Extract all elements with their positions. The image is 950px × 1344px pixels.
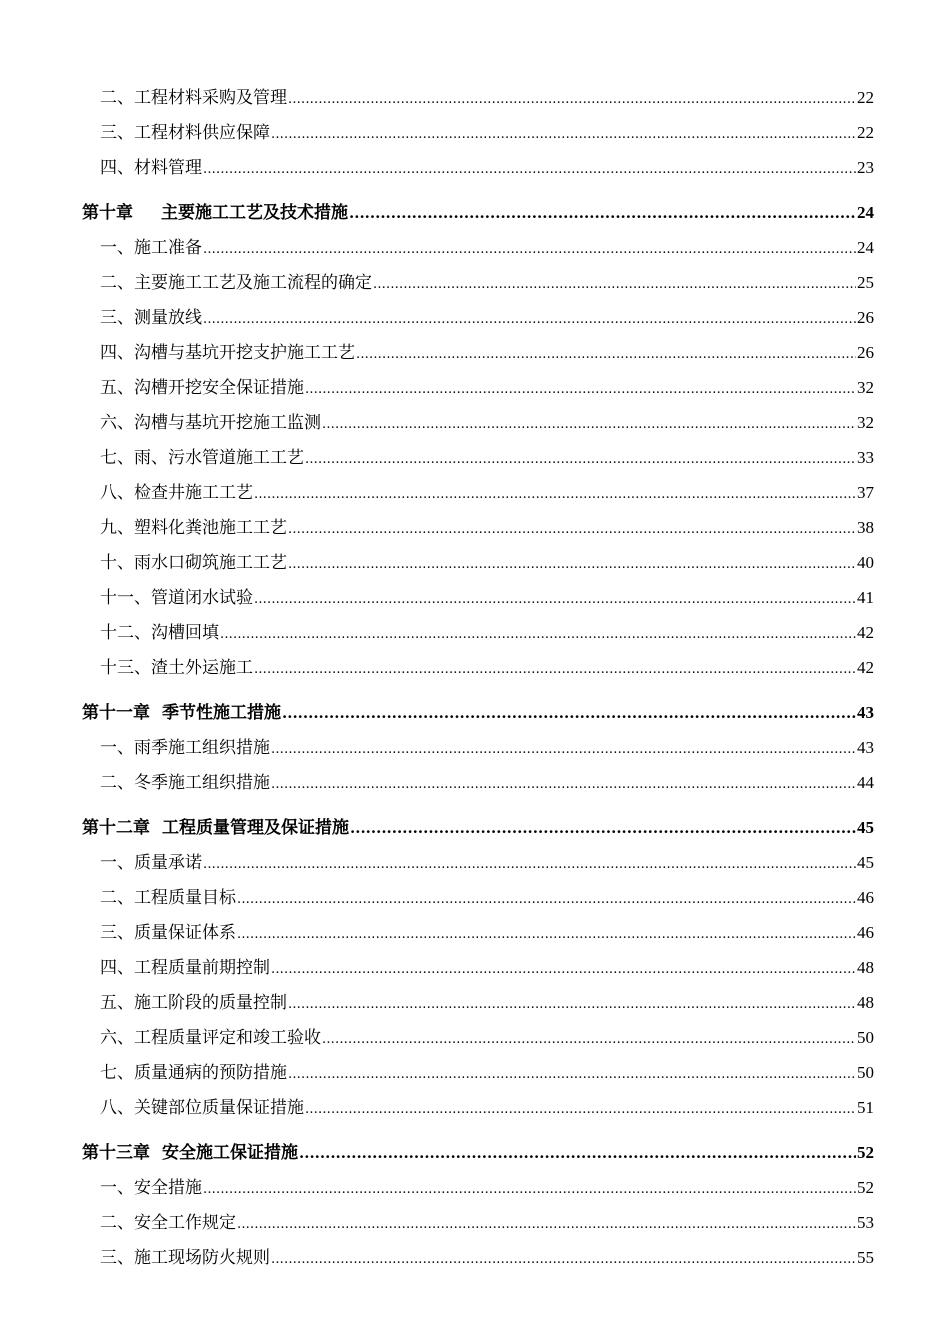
toc-entry-title: 二、安全工作规定 <box>100 1213 236 1233</box>
page-number: 53 <box>857 1213 874 1232</box>
toc-section-entry[interactable] <box>82 300 874 335</box>
page-number: 25 <box>857 273 874 292</box>
dot-leader <box>220 616 856 652</box>
page-number: 24 <box>857 203 874 222</box>
toc-section-entry[interactable] <box>82 440 874 475</box>
page-number: 23 <box>857 158 874 177</box>
page-number: 50 <box>857 1063 874 1082</box>
page-number: 33 <box>857 448 874 467</box>
toc-section-entry[interactable] <box>82 650 874 685</box>
dot-leader <box>305 1091 856 1127</box>
toc-entry-title: 四、工程质量前期控制 <box>100 958 270 978</box>
toc-entry-title: 十、雨水口砌筑施工工艺 <box>100 553 287 573</box>
page-number: 50 <box>857 1028 874 1047</box>
dot-leader <box>271 1241 856 1277</box>
toc-section-entry[interactable] <box>82 545 874 580</box>
toc-entry-title <box>82 196 348 231</box>
toc-section-entry[interactable] <box>82 985 874 1020</box>
page-number: 52 <box>857 1143 874 1162</box>
toc-entry-title <box>82 811 349 846</box>
dot-leader <box>322 1021 856 1057</box>
toc-entry-title: 四、沟槽与基坑开挖支护施工工艺 <box>100 343 355 363</box>
dot-leader <box>299 1136 856 1171</box>
toc-entry-title: 五、沟槽开挖安全保证措施 <box>100 378 304 398</box>
toc-entry-title: 一、安全措施 <box>100 1178 202 1198</box>
toc-section-entry[interactable] <box>82 115 874 150</box>
chapter-number: 第十一章 <box>82 703 150 723</box>
page-number: 46 <box>857 923 874 942</box>
toc-section-entry[interactable] <box>82 230 874 265</box>
page-number: 22 <box>857 123 874 142</box>
toc-section-entry[interactable] <box>82 615 874 650</box>
toc-section-entry[interactable] <box>82 1055 874 1090</box>
toc-chapter-entry[interactable] <box>82 195 874 230</box>
dot-leader <box>237 916 856 952</box>
toc-entry-title: 六、沟槽与基坑开挖施工监测 <box>100 413 321 433</box>
page-number: 22 <box>857 88 874 107</box>
dot-leader <box>203 231 856 267</box>
toc-entry-title: 七、雨、污水管道施工工艺 <box>100 448 304 468</box>
toc-chapter-entry[interactable] <box>82 695 874 730</box>
page-number: 51 <box>857 1098 874 1117</box>
dot-leader <box>237 1206 856 1242</box>
page-number: 43 <box>857 738 874 757</box>
toc-section-entry[interactable] <box>82 265 874 300</box>
chapter-title: 安全施工保证措施 <box>162 1143 298 1163</box>
dot-leader <box>305 371 856 407</box>
toc-section-entry[interactable] <box>82 580 874 615</box>
chapter-number: 第十章 <box>82 203 133 223</box>
toc-entry-title: 三、质量保证体系 <box>100 923 236 943</box>
dot-leader <box>350 811 856 846</box>
page-number: 32 <box>857 378 874 397</box>
page-number: 45 <box>857 853 874 872</box>
toc-section-entry[interactable] <box>82 150 874 185</box>
page-number: 44 <box>857 773 874 792</box>
chapter-number: 第十三章 <box>82 1143 150 1163</box>
page-number: 26 <box>857 308 874 327</box>
toc-entry-title <box>82 1136 298 1171</box>
dot-leader <box>254 476 856 512</box>
dot-leader <box>373 266 856 302</box>
page-number: 32 <box>857 413 874 432</box>
toc-entry-title: 九、塑料化粪池施工工艺 <box>100 518 287 538</box>
toc-section-entry[interactable] <box>82 1170 874 1205</box>
toc-entry-title: 三、施工现场防火规则 <box>100 1248 270 1268</box>
page-number: 55 <box>857 1248 874 1267</box>
toc-section-entry[interactable] <box>82 950 874 985</box>
toc-section-entry[interactable] <box>82 1090 874 1125</box>
dot-leader <box>356 336 856 372</box>
page-number: 42 <box>857 623 874 642</box>
dot-leader <box>254 651 856 687</box>
toc-section-entry[interactable] <box>82 1205 874 1240</box>
table-of-contents <box>82 80 874 1275</box>
toc-section-entry[interactable] <box>82 765 874 800</box>
dot-leader <box>288 1056 856 1092</box>
toc-section-entry[interactable] <box>82 335 874 370</box>
page-number: 45 <box>857 818 874 837</box>
toc-section-entry[interactable] <box>82 405 874 440</box>
chapter-title: 季节性施工措施 <box>162 703 281 723</box>
toc-entry-title: 八、检查井施工工艺 <box>100 483 253 503</box>
page-number: 37 <box>857 483 874 502</box>
chapter-title: 工程质量管理及保证措施 <box>162 818 349 838</box>
toc-section-entry[interactable] <box>82 475 874 510</box>
dot-leader <box>322 406 856 442</box>
toc-entry-title: 六、工程质量评定和竣工验收 <box>100 1028 321 1048</box>
dot-leader <box>305 441 856 477</box>
dot-leader <box>271 951 856 987</box>
dot-leader <box>288 546 856 582</box>
toc-section-entry[interactable] <box>82 510 874 545</box>
toc-entry-title: 一、施工准备 <box>100 238 202 258</box>
dot-leader <box>203 301 856 337</box>
toc-section-entry[interactable] <box>82 915 874 950</box>
toc-chapter-entry[interactable] <box>82 810 874 845</box>
dot-leader <box>237 881 856 917</box>
toc-section-entry[interactable] <box>82 845 874 880</box>
toc-entry-title: 一、雨季施工组织措施 <box>100 738 270 758</box>
toc-section-entry[interactable] <box>82 1020 874 1055</box>
chapter-title: 主要施工工艺及技术措施 <box>161 203 348 223</box>
toc-section-entry[interactable] <box>82 730 874 765</box>
toc-chapter-entry[interactable] <box>82 1135 874 1170</box>
toc-section-entry[interactable] <box>82 1240 874 1275</box>
toc-entry-title: 十一、管道闭水试验 <box>100 588 253 608</box>
toc-entry-title: 二、主要施工工艺及施工流程的确定 <box>100 273 372 293</box>
toc-entry-title <box>82 696 281 731</box>
page-number: 42 <box>857 658 874 677</box>
dot-leader <box>254 581 856 617</box>
dot-leader <box>271 766 856 802</box>
toc-entry-title: 七、质量通病的预防措施 <box>100 1063 287 1083</box>
toc-entry-title: 二、工程材料采购及管理 <box>100 88 287 108</box>
dot-leader <box>288 511 856 547</box>
toc-entry-title: 五、施工阶段的质量控制 <box>100 993 287 1013</box>
dot-leader <box>203 1171 856 1207</box>
dot-leader <box>203 151 856 187</box>
page-number: 26 <box>857 343 874 362</box>
toc-entry-title: 四、材料管理 <box>100 158 202 178</box>
page-number: 38 <box>857 518 874 537</box>
toc-entry-title: 三、测量放线 <box>100 308 202 328</box>
toc-entry-title: 十二、沟槽回填 <box>100 623 219 643</box>
toc-entry-title: 三、工程材料供应保障 <box>100 123 270 143</box>
toc-entry-title: 二、冬季施工组织措施 <box>100 773 270 793</box>
toc-entry-title: 一、质量承诺 <box>100 853 202 873</box>
page-number: 52 <box>857 1178 874 1197</box>
page-number: 24 <box>857 238 874 257</box>
toc-section-entry[interactable] <box>82 370 874 405</box>
toc-entry-title: 二、工程质量目标 <box>100 888 236 908</box>
dot-leader <box>349 196 856 231</box>
toc-entry-title: 十三、渣土外运施工 <box>100 658 253 678</box>
dot-leader <box>203 846 856 882</box>
dot-leader <box>288 81 856 117</box>
page-number: 48 <box>857 958 874 977</box>
chapter-number: 第十二章 <box>82 818 150 838</box>
dot-leader <box>271 731 856 767</box>
page-number: 41 <box>857 588 874 607</box>
dot-leader <box>288 986 856 1022</box>
toc-section-entry[interactable] <box>82 880 874 915</box>
dot-leader <box>282 696 856 731</box>
page-number: 43 <box>857 703 874 722</box>
dot-leader <box>271 116 856 152</box>
toc-section-entry[interactable] <box>82 80 874 115</box>
page-number: 46 <box>857 888 874 907</box>
page-number: 48 <box>857 993 874 1012</box>
toc-entry-title: 八、关键部位质量保证措施 <box>100 1098 304 1118</box>
page-number: 40 <box>857 553 874 572</box>
